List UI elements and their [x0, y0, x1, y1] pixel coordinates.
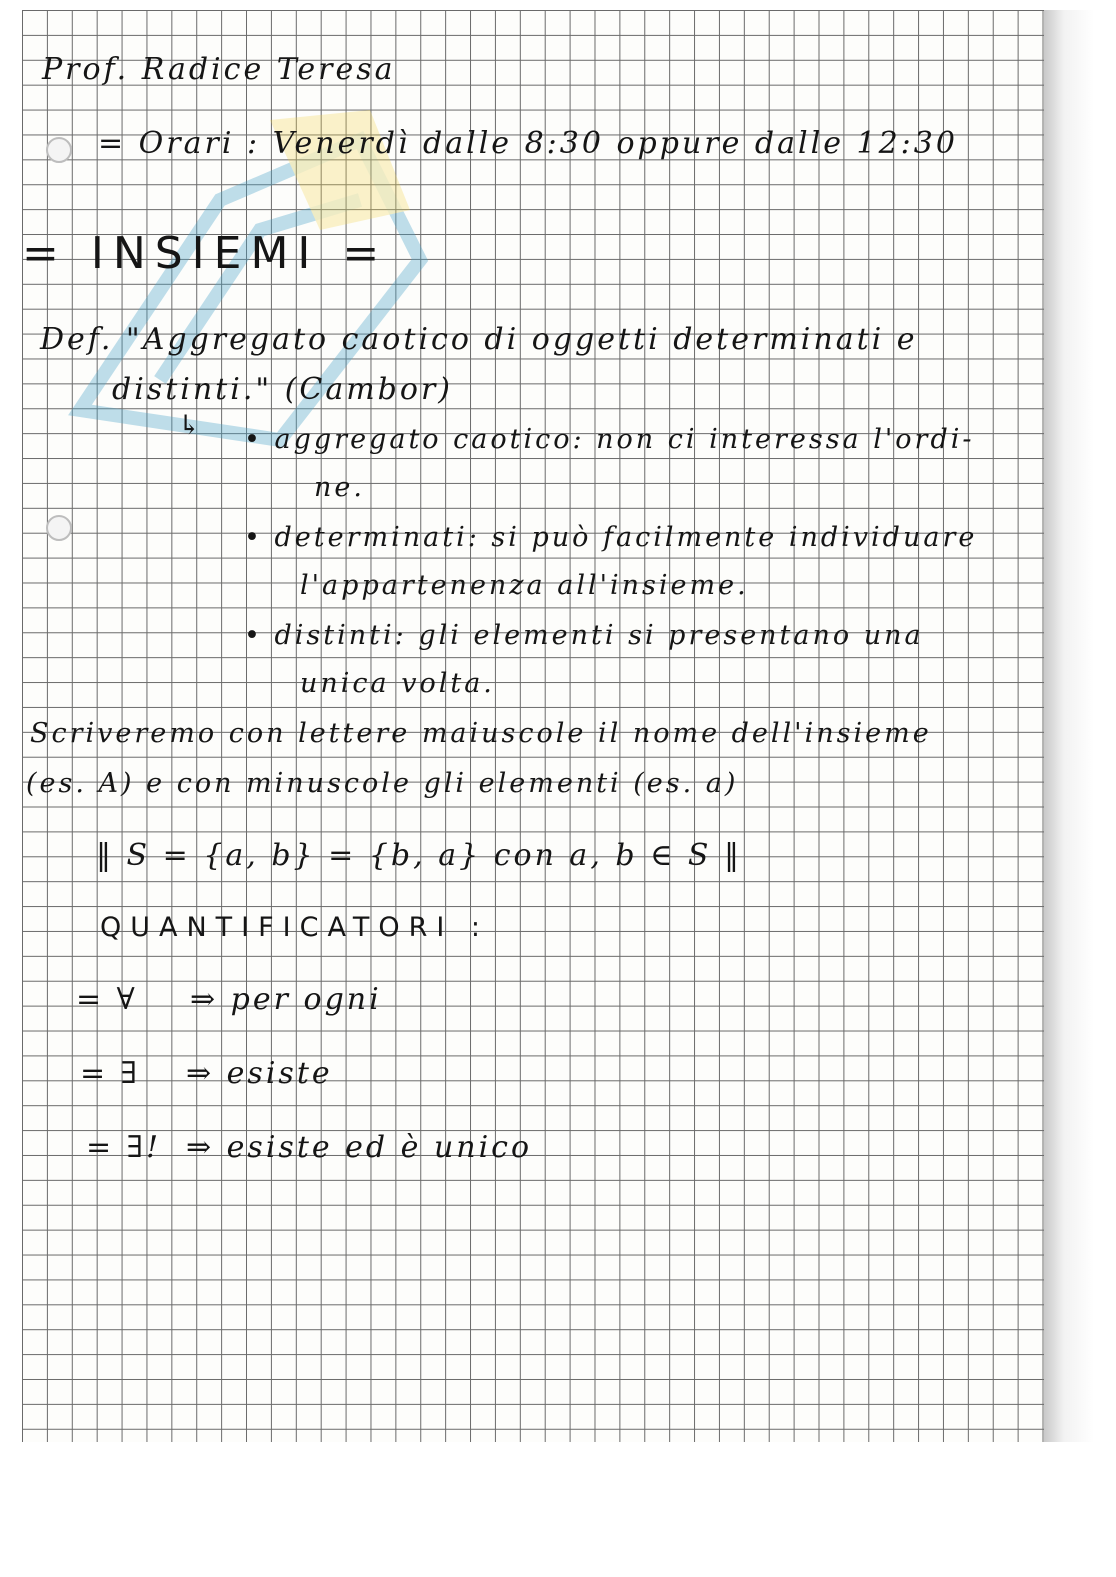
definition-line-1: Def. "Aggregato caotico di oggetti determinati e: [40, 322, 918, 357]
section-title: = INSIEMI =: [22, 228, 389, 279]
arrow-icon: ↳: [178, 410, 204, 441]
property-chaotic-line-1: • aggregato caotico: non ci interessa l'ordi-: [244, 424, 975, 455]
quantifier-for-all-symbol: = ∀: [76, 982, 138, 1017]
office-hours: = Orari : Venerdì dalle 8:30 oppure dalle 12:30: [98, 126, 958, 161]
punch-hole-icon: [46, 515, 72, 541]
property-determined-line-2: l'appartenenza all'insieme.: [300, 570, 749, 601]
notation-line-1: Scriveremo con lettere maiuscole il nome dell'insieme: [30, 718, 932, 749]
notation-line-2: (es. A) e con minuscole gli elementi (es. a): [26, 768, 739, 799]
set-formula: ‖ S = {a, b} = {b, a} con a, b ∈ S ‖: [96, 838, 742, 873]
quantifiers-title: QUANTIFICATORI :: [100, 912, 490, 943]
definition-line-2: distinti." (Cambor): [112, 372, 453, 407]
quantifier-exists-unique-symbol: = ∃!: [86, 1130, 162, 1165]
quantifier-for-all-meaning: ⇒ per ogni: [190, 982, 382, 1017]
property-chaotic-line-2: ne.: [314, 472, 365, 503]
quantifier-exists-symbol: = ∃: [80, 1056, 140, 1091]
property-distinct-line-2: unica volta.: [300, 668, 495, 699]
quantifier-exists-unique-meaning: ⇒ esiste ed è unico: [186, 1130, 533, 1165]
professor-name: Prof. Radice Teresa: [42, 52, 396, 87]
page-edge-shadow: [1044, 10, 1094, 1442]
property-distinct-line-1: • distinti: gli elementi si presentano una: [244, 620, 924, 651]
property-determined-line-1: • determinati: si può facilmente individuare: [244, 522, 978, 553]
quantifier-exists-meaning: ⇒ esiste: [186, 1056, 333, 1091]
